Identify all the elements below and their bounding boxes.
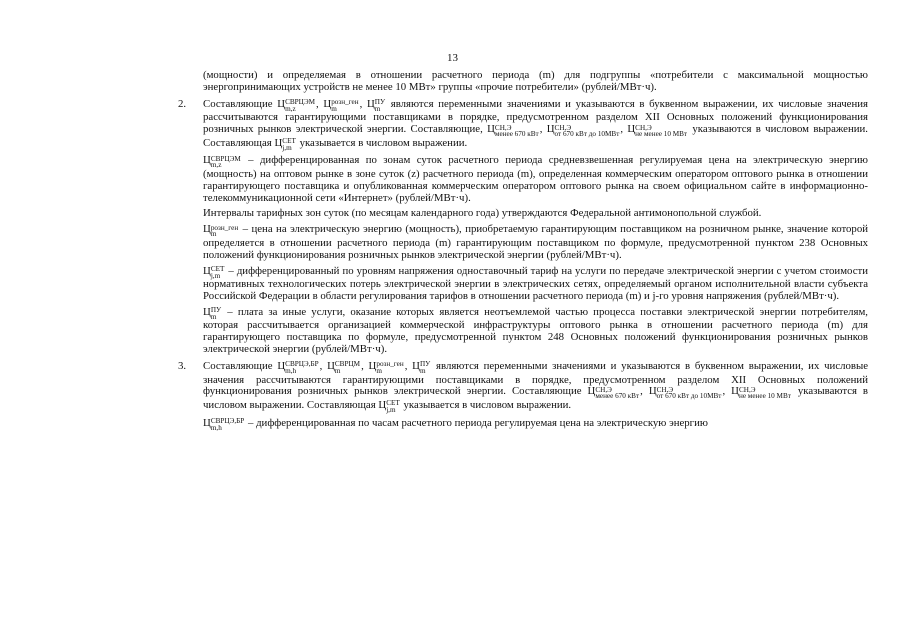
formula-symbol: Ц розн_ген m — [368, 359, 404, 375]
formula-symbol: Ц СЕТ j,m — [274, 136, 296, 152]
formula-symbol: Ц СВРЦЭМ m,z — [277, 97, 315, 113]
formula-symbol: Ц СЕТ j,m — [378, 399, 400, 414]
definition-text: – дифференцированная по зонам суток расчетного периода средневзвешенная регулируемая цена на электрическую энергию (мощность) на оптовом рынке в зоне суток (z) расчетного периода (m), определенная коммерческим оператором оптового рынка в отношении гарантирующего поставщика и опубликованная коммерческим оператором оптового рынка на своем официальном сайте в информационно-телекоммуникационной сети «Интернет» (рублей/МВт·ч). — [203, 154, 868, 204]
formula-symbol: Ц СН,Э от 670 кВт до 10МВт — [546, 123, 620, 139]
definition-text: – дифференцированный по уровням напряжения одноставочный тариф на услуги по передаче электрической энергии с учетом стоимости нормативных технологических потерь электрической энергии в электрических сетях, определяемый органом исполнительной власти субъекта Российской Федерации в области регулирования тарифов в отношении расчетного периода (m) и j-го уровня напряжения (рублей/МВт·ч). — [203, 264, 868, 302]
text-fragment: указываются в числовом выражении. Составляющая — [203, 385, 869, 411]
page-number: 13 — [447, 52, 458, 64]
definition-text: – плата за иные услуги, оказание которых является неотъемлемой частью процесса поставки электрической энергии потребителям, которая рассчитывается организацией коммерческой инфраструктуры оптового рынка в отношении расчетного периода (m) для гарантирующего поставщика по формуле, предусмотренной пунктом 248 Основных положений функционирования розничных рынков электрической энергии (рублей/МВт·ч). — [203, 305, 868, 356]
formula-symbol: Ц ПУ m — [366, 97, 386, 113]
paragraph-3: 3. Составляющие Ц СВРЦЭ,БР m,h , Ц СВРЦМ m , Ц розн_ген m , Ц ПУ m являются переменными значениями и указываются в буквенном выражении, их числовые значения рассчитываются гарантирующими поставщиками в порядке, предусмотренном разделом XII Основных положений функционирования розничных рынков электрической энергии. Составляющие Ц СН,Э менее 670 кВт , Ц СН,Э от 670 кВт до 10МВт , Ц СН,Э не менее 10 МВт указываются в числовом выражении. Составляющая Ц СЕТ j,m указывается в числовом выражении. — [178, 359, 869, 414]
definition-svrce-br — [176, 418, 868, 432]
text-fragment: Составляющие — [203, 359, 273, 372]
formula-symbol: Ц розн_ген m — [203, 223, 239, 239]
definition-svrcem — [176, 155, 868, 204]
formula-symbol: Ц СН,Э от 670 кВт до 10МВт — [648, 385, 722, 401]
formula-symbol: Ц ПУ m — [203, 305, 222, 321]
formula-symbol: Ц СН,Э менее 670 кВт — [487, 123, 539, 139]
definition-text: – дифференцированная по часам расчетного периода регулируемая цена на электрическую энергию — [247, 416, 708, 429]
text-fragment: являются переменными значениями и указываются в буквенном выражении, их числовые значения рассчитываются гарантирующими поставщиками в порядке, предусмотренном разделом XII Основных положений функционирования розничных рынков электрической энергии. Составляющие — [203, 359, 869, 398]
document-body — [176, 70, 868, 431]
text-fragment: указываются в числовом выражении. Составляющая — [203, 123, 869, 149]
text-fragment: являются переменными значениями и указываются в буквенном выражении, их числовые значения рассчитываются гарантирующими поставщиками в порядке, предусмотренном разделом XII Основных положений функционирования розничных рынков электрической энергии. Составляющие, — [203, 97, 868, 136]
text-fragment: указывается в числовом выражении. — [299, 136, 468, 149]
formula-symbol: Ц розн_ген m — [323, 97, 359, 113]
formula-symbol: Ц СВРЦЭ,БР m,h — [277, 359, 319, 375]
item-number: 3. — [178, 359, 187, 372]
item-number: 2. — [178, 97, 187, 110]
formula-symbol: Ц ПУ m — [412, 359, 431, 375]
formula-symbol: Ц СН,Э не менее 10 МВт — [627, 123, 688, 139]
formula-symbol: Ц СН,Э не менее 10 МВт — [731, 385, 791, 401]
formula-symbol: Ц СЕТ j,m — [203, 264, 225, 280]
definition-rozn-gen — [176, 224, 868, 261]
paragraph-2: 2. Составляющие Ц СВРЦЭМ m,z , Ц розн_ген m , Ц ПУ m являются переменными значениями и указываются в буквенном выражении, их числовые значения рассчитываются гарантирующими поставщиками в порядке, предусмотренном разделом XII Основных положений функционирования розничных рынков электрической энергии. Составляющие, Ц СН,Э менее 670 кВт , Ц СН,Э от 670 кВт до 10МВт , Ц СН,Э не менее 10 МВт указываются в числовом выражении. Составляющая Ц СЕТ j,m указывается в числовом выражении. — [178, 97, 869, 152]
paragraph-continuation: (мощности) и определяемая в отношении расчетного периода (m) для подгруппы «потребители с максимальной мощностью энергопринимающих устройств не менее 10 МВт» группы «прочие потребители» (рублей/МВт·ч). — [203, 69, 868, 93]
definition-text: – цена на электрическую энергию (мощность), приобретаемую гарантирующим поставщиком на розничном рынке, значение которой определяется в отношении расчетного периода (m) гарантирующим поставщиком по формуле, предусмотренной пунктом 238 Основных положений функционирования розничных рынков электрической энергии (рублей/МВт·ч). — [203, 223, 868, 261]
formula-symbol: Ц СВРЦЭМ m,z — [203, 154, 241, 170]
formula-symbol: Ц СВРЦЭ,БР m,h — [203, 416, 245, 432]
text-fragment: указывается в числовом выражении. — [403, 399, 572, 411]
formula-symbol: Ц СН,Э менее 670 кВт — [587, 385, 640, 401]
formula-symbol: Ц СВРЦМ m — [327, 359, 361, 375]
paragraph-intervals: Интервалы тарифных зон суток (по месяцам календарного года) утверждаются Федеральной антимонопольной службой. — [203, 207, 762, 220]
text-fragment: Составляющие — [203, 97, 273, 110]
definition-pu — [176, 307, 868, 356]
definition-set — [176, 266, 868, 303]
